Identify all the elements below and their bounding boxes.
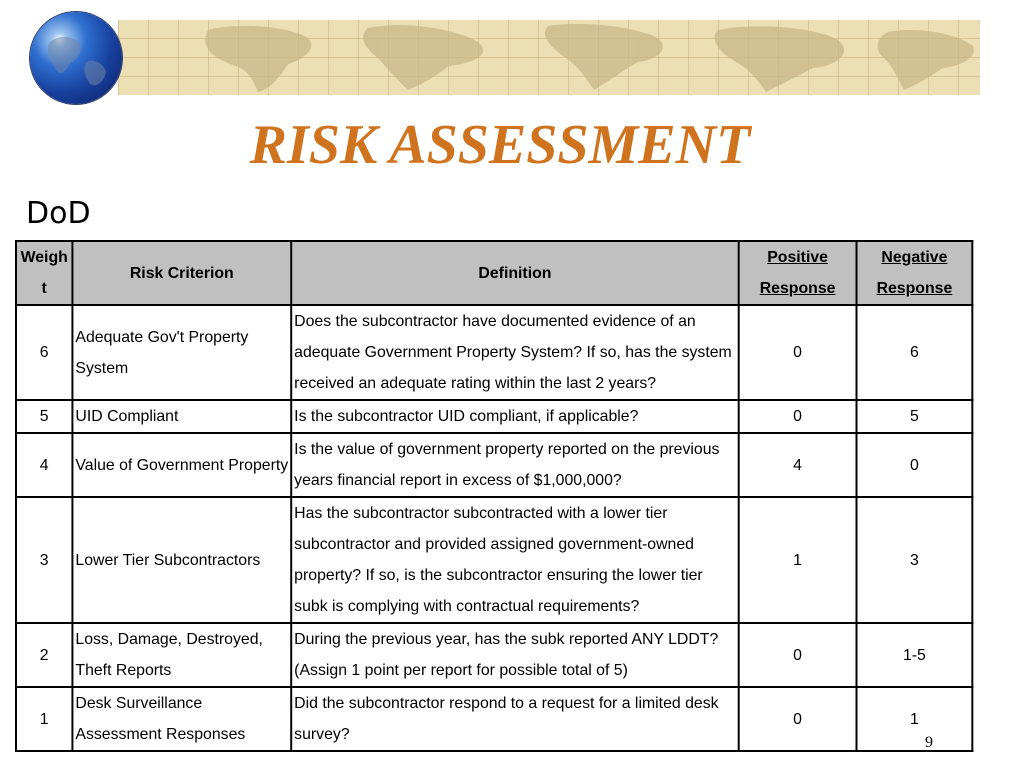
row-definition: Is the value of government property reported on the previous years financial report in excess of $1,000,000?	[291, 433, 738, 497]
world-map-banner	[118, 20, 980, 95]
table-header-row	[16, 241, 972, 305]
header-definition: Definition	[291, 241, 738, 305]
table-row	[16, 623, 972, 687]
row-negative-response: 5	[857, 400, 973, 433]
row-definition: Is the subcontractor UID compliant, if applicable?	[291, 400, 738, 433]
row-negative-response: 1	[857, 687, 973, 751]
world-map-shapes	[118, 20, 980, 95]
row-definition: Did the subcontractor respond to a request for a limited desk survey?	[291, 687, 738, 751]
row-risk-criterion: Desk Surveillance Assessment Responses	[72, 687, 291, 751]
row-risk-criterion: Loss, Damage, Destroyed, Theft Reports	[72, 623, 291, 687]
header-positive-response	[739, 241, 857, 305]
table-row	[16, 433, 972, 497]
page-number: 9	[925, 734, 933, 751]
row-weight: 6	[16, 305, 72, 400]
row-risk-criterion: UID Compliant	[72, 400, 291, 433]
risk-assessment-table	[15, 240, 973, 752]
row-weight: 4	[16, 433, 72, 497]
globe-continents	[30, 12, 122, 104]
header-weight: Weigh t	[16, 241, 72, 305]
row-weight: 1	[16, 687, 72, 751]
row-positive-response: 4	[739, 433, 857, 497]
row-definition: During the previous year, has the subk reported ANY LDDT? (Assign 1 point per report for possible total of 5)	[291, 623, 738, 687]
table-row	[16, 305, 972, 400]
row-positive-response: 0	[739, 687, 857, 751]
slide-subtitle: DoD	[26, 196, 91, 231]
row-negative-response: 6	[857, 305, 973, 400]
header-negative-response	[857, 241, 973, 305]
row-definition: Has the subcontractor subcontracted with a lower tier subcontractor and provided assigned government-owned property? If so, is the subcontractor ensuring the lower tier subk is complying with contractual requirements?	[291, 497, 738, 623]
row-risk-criterion: Adequate Gov't Property System	[72, 305, 291, 400]
header-risk-criterion: Risk Criterion	[72, 241, 291, 305]
row-negative-response: 1-5	[857, 623, 973, 687]
table-row	[16, 497, 972, 623]
row-weight: 3	[16, 497, 72, 623]
row-negative-response: 3	[857, 497, 973, 623]
header-negative-response-text: Negative Response	[876, 249, 953, 297]
table-row	[16, 687, 972, 751]
row-negative-response: 0	[857, 433, 973, 497]
row-positive-response: 0	[739, 400, 857, 433]
row-positive-response: 1	[739, 497, 857, 623]
row-weight: 2	[16, 623, 72, 687]
row-risk-criterion: Lower Tier Subcontractors	[72, 497, 291, 623]
row-weight: 5	[16, 400, 72, 433]
globe-icon	[30, 12, 122, 104]
table-row	[16, 400, 972, 433]
slide-title: RISK ASSESSMENT	[249, 114, 751, 176]
row-risk-criterion: Value of Government Property	[72, 433, 291, 497]
row-definition: Does the subcontractor have documented evidence of an adequate Government Property System? If so, has the system received an adequate rating within the last 2 years?	[291, 305, 738, 400]
row-positive-response: 0	[739, 305, 857, 400]
header-positive-response-text: Positive Response	[759, 249, 836, 297]
row-positive-response: 0	[739, 623, 857, 687]
